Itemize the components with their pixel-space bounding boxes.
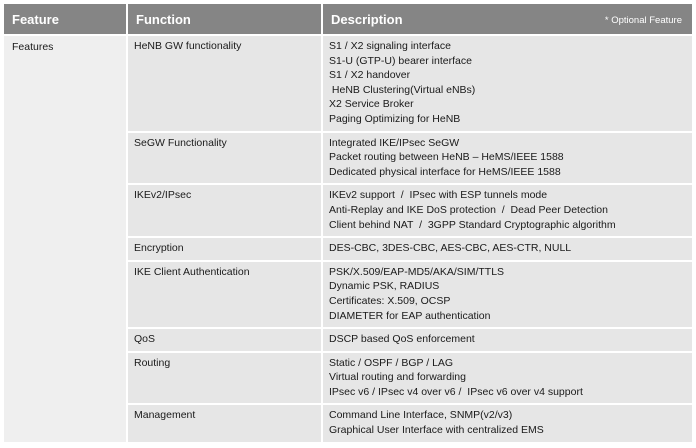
description-cell: [323, 238, 692, 260]
description-cell: [323, 353, 692, 404]
description-line: Paging Optimizing for HeNB: [329, 112, 461, 125]
description-line: IPsec v6 / IPsec v4 over v6 / IPsec v6 over v4 support: [329, 385, 583, 398]
feature-group-cell: Features: [4, 36, 126, 442]
description-cell: [323, 133, 692, 184]
description-line: IKEv2 support / IPsec with ESP tunnels mode: [329, 189, 548, 202]
description-line: HeNB Clustering(Virtual eNBs): [329, 83, 476, 96]
header-row: [4, 4, 692, 34]
description-line: Packet routing between HeNB – HeMS/IEEE 1588: [329, 151, 564, 164]
function-cell: QoS: [128, 329, 321, 351]
description-line: Certificates: X.509, OCSP: [329, 294, 451, 307]
function-cell: IKEv2/IPsec: [128, 185, 321, 236]
header-description-label: Description: [331, 11, 403, 27]
description-cell: [323, 329, 692, 351]
description-line: Dynamic PSK, RADIUS: [329, 280, 440, 293]
header-function: Function: [128, 4, 321, 34]
description-line: X2 Service Broker: [329, 98, 414, 111]
description-line: S1-U (GTP-U) bearer interface: [329, 54, 472, 67]
description-cell: [323, 405, 692, 441]
function-cell: Routing: [128, 353, 321, 404]
description-line: Dedicated physical interface for HeMS/IEEE 1588: [329, 165, 561, 178]
function-cell: SeGW Functionality: [128, 133, 321, 184]
function-cell: Management: [128, 405, 321, 441]
description-line: Graphical User Interface with centralized EMS: [329, 424, 544, 437]
function-cell: Encryption: [128, 238, 321, 260]
feature-table: [2, 2, 694, 444]
description-cell: [323, 185, 692, 236]
description-line: PSK/X.509/EAP-MD5/AKA/SIM/TTLS: [329, 265, 505, 278]
description-cell: [323, 262, 692, 327]
table-row: [4, 36, 692, 131]
header-feature: Feature: [4, 4, 126, 34]
description-line: S1 / X2 handover: [329, 69, 411, 82]
description-line: DSCP based QoS enforcement: [329, 333, 475, 346]
table-body: [4, 36, 692, 442]
description-line: Virtual routing and forwarding: [329, 371, 466, 384]
description-line: Anti-Replay and IKE DoS protection / Dead Peer Detection: [329, 203, 608, 216]
description-line: Static / OSPF / BGP / LAG: [329, 356, 454, 369]
function-cell: IKE Client Authentication: [128, 262, 321, 327]
optional-feature-note: * Optional Feature: [604, 15, 682, 26]
description-cell: [323, 36, 692, 131]
description-line: Command Line Interface, SNMP(v2/v3): [329, 409, 513, 422]
description-line: DES-CBC, 3DES-CBC, AES-CBC, AES-CTR, NULL: [329, 242, 572, 255]
header-description: [323, 4, 692, 34]
description-line: Client behind NAT / 3GPP Standard Cryptographic algorithm: [329, 218, 616, 231]
description-line: S1 / X2 signaling interface: [329, 40, 451, 52]
description-line: Integrated IKE/IPsec SeGW: [329, 136, 460, 149]
function-cell: HeNB GW functionality: [128, 36, 321, 131]
description-line: DIAMETER for EAP authentication: [329, 309, 491, 322]
